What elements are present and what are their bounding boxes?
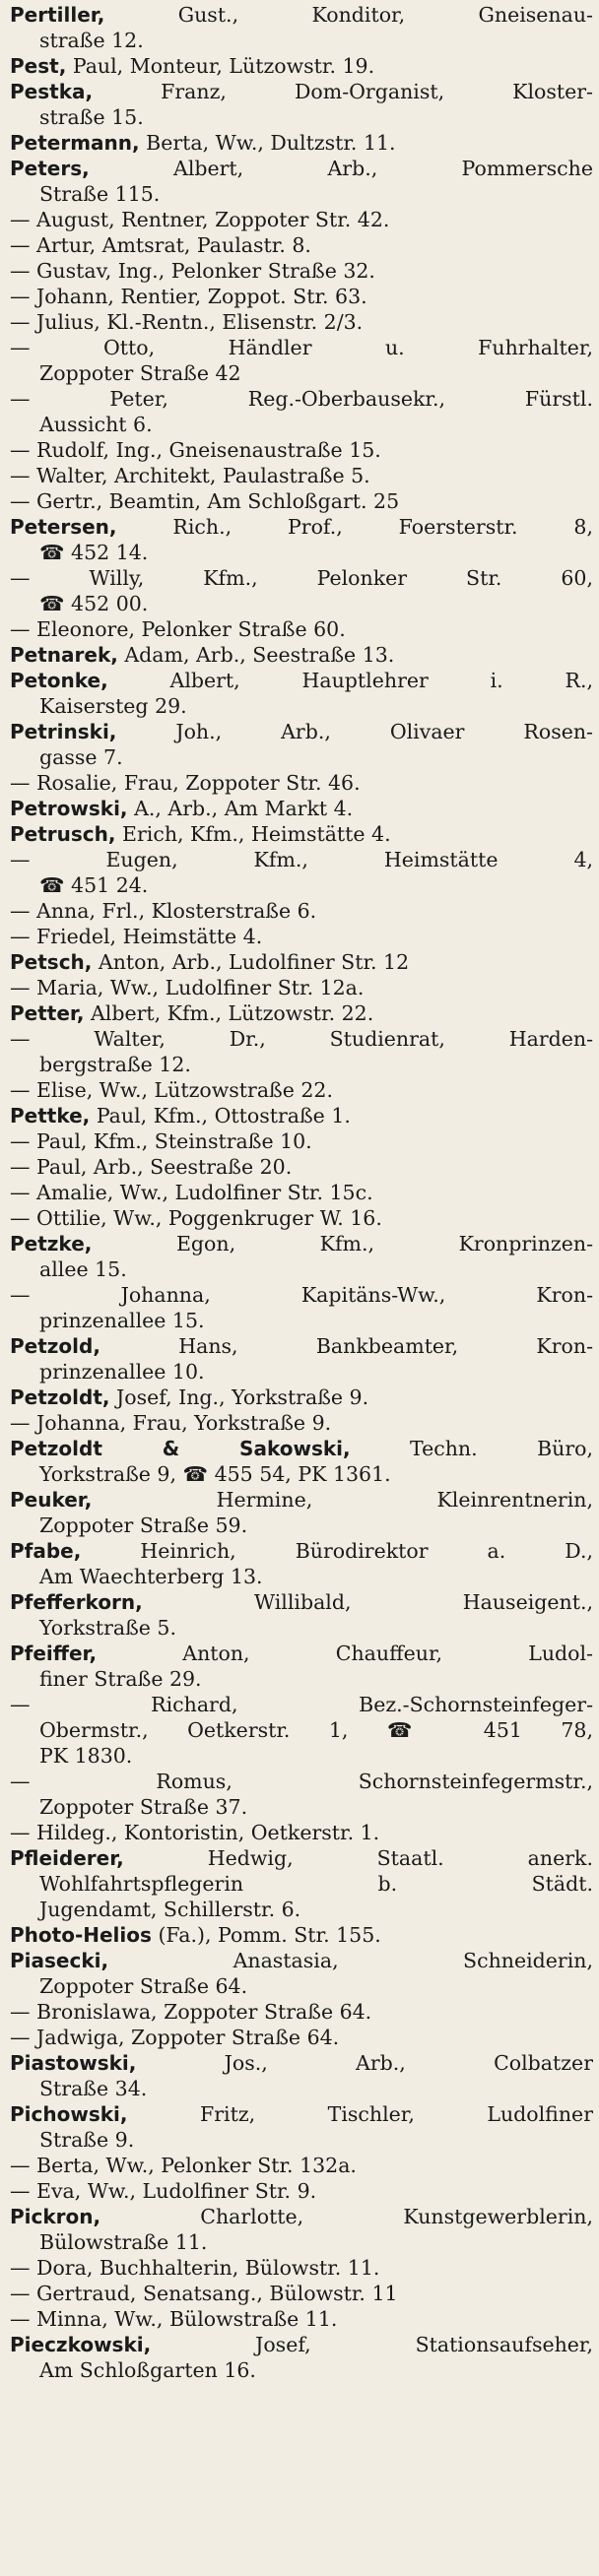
entry-first-line (10, 1231, 593, 1256)
directory-entry (10, 437, 593, 463)
entry-first-line (10, 1589, 593, 1615)
directory-entry (10, 207, 593, 232)
entry-text: ☎ 451 24. (39, 873, 149, 897)
entry-text: Fritz, Tischler, Ludolfiner (200, 2102, 593, 2126)
directory-entry (10, 2204, 593, 2255)
entry-text: A., Arb., Am Markt 4. (134, 797, 354, 820)
directory-entry (10, 1487, 593, 1538)
entry-text: ☎ 452 14. (39, 541, 149, 564)
entry-text: — Rudolf, Ing., Gneisenaustraße 15. (10, 438, 381, 462)
entry-text: Charlotte, Kunstgewerblerin, (200, 2205, 593, 2228)
entry-surname: Pestka, (10, 80, 94, 103)
directory-entry (10, 1692, 593, 1769)
entry-first-line (10, 1385, 593, 1410)
entry-first-line (10, 232, 593, 258)
entry-text: ☎ 452 00. (39, 592, 149, 615)
directory-entry (10, 258, 593, 284)
directory-entry (10, 2306, 593, 2332)
directory-entry (10, 1410, 593, 1436)
directory-entry (10, 719, 593, 770)
entry-text: Am Waechterberg 13. (39, 1565, 263, 1588)
entry-text: Berta, Ww., Dultzstr. 11. (146, 131, 396, 155)
entry-continuation-line (10, 1052, 593, 1077)
entry-text: — Gertraud, Senatsang., Bülowstr. 11 (10, 2282, 398, 2305)
entry-surname: Petzoldt, (10, 1385, 110, 1409)
entry-text: PK 1830. (39, 1744, 133, 1768)
entry-surname: Petsch, (10, 950, 93, 974)
directory-entry (10, 1922, 593, 1948)
entry-text: — Amalie, Ww., Ludolfiner Str. 15c. (10, 1181, 373, 1204)
entry-text: finer Straße 29. (39, 1667, 202, 1691)
entry-first-line (10, 1103, 593, 1128)
entry-text: Anton, Arb., Ludolfiner Str. 12 (98, 950, 410, 974)
entry-continuation-line (10, 181, 593, 207)
directory-entry (10, 309, 593, 335)
entry-surname: Pertiller, (10, 3, 105, 27)
entry-text: Jugendamt, Schillerstr. 6. (39, 1898, 301, 1921)
entry-surname: Petzold, (10, 1334, 100, 1358)
entry-text: Yorkstraße 9, ☎ 455 54, PK 1361. (39, 1462, 391, 1486)
entry-text: Hans, Bankbeamter, Kron- (178, 1334, 593, 1358)
entry-first-line (10, 437, 593, 463)
entry-first-line (10, 924, 593, 949)
entry-text: — Friedel, Heimstätte 4. (10, 925, 263, 948)
entry-first-line (10, 79, 593, 104)
entry-first-line (10, 1000, 593, 1026)
entry-text: — Gustav, Ing., Pelonker Straße 32. (10, 259, 375, 283)
entry-text: Zoppoter Straße 64. (39, 1974, 248, 1998)
entry-surname: Pfefferkorn, (10, 1590, 143, 1614)
entry-text: — Johanna, Frau, Yorkstraße 9. (10, 1411, 332, 1435)
directory-entry (10, 335, 593, 386)
entry-first-line (10, 719, 593, 744)
directory-entry (10, 284, 593, 309)
entry-continuation-line (10, 1717, 593, 1743)
entry-first-line (10, 1948, 593, 1973)
entry-continuation-line (10, 2127, 593, 2153)
directory-entry (10, 1282, 593, 1333)
directory-entry (10, 1948, 593, 1999)
entry-first-line (10, 2332, 593, 2357)
entry-surname: Petzke, (10, 1232, 93, 1256)
entry-surname: Piastowski, (10, 2051, 137, 2075)
entry-text: — Romus, Schornsteinfegermstr., (10, 1770, 593, 1793)
entry-text: Albert, Hauptlehrer i. R., (169, 669, 593, 692)
entry-text: — Walter, Dr., Studienrat, Harden- (10, 1027, 593, 1051)
entry-first-line (10, 2101, 593, 2127)
entry-surname: Petrinski, (10, 720, 117, 743)
entry-surname: Piasecki, (10, 1949, 109, 1972)
entry-first-line (10, 130, 593, 156)
entry-text: prinzenallee 10. (39, 1360, 205, 1384)
entry-continuation-line (10, 1359, 593, 1385)
directory-entry (10, 2025, 593, 2050)
entry-first-line (10, 975, 593, 1000)
entry-surname: Petzoldt & Sakowski, (10, 1437, 351, 1460)
directory-entry (10, 130, 593, 156)
entry-text: — Bronislawa, Zoppoter Straße 64. (10, 2000, 372, 2024)
entry-surname: Petrusch, (10, 822, 116, 846)
entry-text: (Fa.), Pomm. Str. 155. (158, 1923, 381, 1947)
directory-entry (10, 2101, 593, 2153)
entry-text: Heinrich, Bürodirektor a. D., (140, 1539, 593, 1563)
entry-first-line (10, 463, 593, 488)
entry-text: — Otto, Händler u. Fuhrhalter, (10, 336, 593, 359)
entry-first-line (10, 949, 593, 975)
entry-text: Zoppoter Straße 42 (39, 361, 241, 385)
entry-first-line (10, 1180, 593, 1205)
entry-continuation-line (10, 872, 593, 898)
entry-first-line (10, 1999, 593, 2025)
entry-text: — Artur, Amtsrat, Paulastr. 8. (10, 233, 311, 257)
directory-entry (10, 2, 593, 53)
entry-first-line (10, 898, 593, 924)
entry-text: Kaisersteg 29. (39, 694, 187, 718)
entry-text: Paul, Kfm., Ottostraße 1. (96, 1104, 351, 1127)
entry-continuation-line (10, 1743, 593, 1769)
entry-continuation-line (10, 1513, 593, 1538)
entry-first-line (10, 1641, 593, 1666)
entry-text: — Hildeg., Kontoristin, Oetkerstr. 1. (10, 1821, 380, 1844)
entry-text: — Maria, Ww., Ludolfiner Str. 12a. (10, 976, 365, 999)
entry-first-line (10, 1282, 593, 1308)
entry-first-line (10, 2, 593, 28)
directory-entry (10, 924, 593, 949)
entry-first-line (10, 156, 593, 181)
directory-entry (10, 616, 593, 642)
entry-first-line (10, 207, 593, 232)
entry-surname: Pfabe, (10, 1539, 82, 1563)
directory-entry (10, 565, 593, 616)
entry-first-line (10, 796, 593, 821)
directory-entry (10, 1103, 593, 1128)
directory-entry (10, 1128, 593, 1154)
entry-continuation-line (10, 104, 593, 130)
entry-text: gasse 7. (39, 745, 123, 769)
entry-first-line (10, 642, 593, 668)
entry-text: Techn. Büro, (410, 1437, 593, 1460)
entry-continuation-line (10, 1615, 593, 1641)
entry-text: — Julius, Kl.-Rentn., Elisenstr. 2/3. (10, 310, 364, 334)
directory-entry (10, 770, 593, 796)
entry-surname: Petersen, (10, 515, 117, 539)
entry-continuation-line (10, 360, 593, 386)
entry-first-line (10, 1410, 593, 1436)
entry-surname: Petter, (10, 1001, 85, 1025)
directory-entry (10, 1180, 593, 1205)
entry-text: — Peter, Reg.-Oberbausekr., Fürstl. (10, 387, 593, 411)
directory-entry (10, 949, 593, 975)
entry-continuation-line (10, 2357, 593, 2383)
entry-text: Yorkstraße 5. (39, 1616, 176, 1640)
entry-continuation-line (10, 591, 593, 616)
directory-entry (10, 1820, 593, 1845)
entry-text: — Eleonore, Pelonker Straße 60. (10, 617, 346, 641)
entry-continuation-line (10, 540, 593, 565)
entry-text: Hermine, Kleinrentnerin, (216, 1488, 593, 1512)
entry-surname: Pieczkowski, (10, 2333, 152, 2356)
entry-text: Joh., Arb., Olivaer Rosen- (175, 720, 593, 743)
entry-continuation-line (10, 1308, 593, 1333)
entry-text: Albert, Arb., Pommersche (173, 157, 593, 180)
entry-first-line (10, 1922, 593, 1948)
entry-surname: Petrowski, (10, 797, 128, 820)
entry-text: Egon, Kfm., Kronprinzen- (175, 1232, 593, 1256)
entry-text: straße 12. (39, 29, 144, 52)
entry-text: — Anna, Frl., Klosterstraße 6. (10, 899, 317, 923)
entry-first-line (10, 2204, 593, 2229)
entry-text: — Minna, Ww., Bülowstraße 11. (10, 2307, 338, 2331)
directory-entry (10, 898, 593, 924)
entry-text: — August, Rentner, Zoppoter Str. 42. (10, 208, 390, 231)
entry-first-line (10, 770, 593, 796)
entry-first-line (10, 2153, 593, 2178)
entry-text: — Jadwiga, Zoppoter Straße 64. (10, 2026, 340, 2049)
entry-first-line (10, 53, 593, 79)
directory-entry (10, 1231, 593, 1282)
entry-surname: Petermann, (10, 131, 140, 155)
entry-text: Straße 34. (39, 2077, 148, 2100)
entry-surname: Pichowski, (10, 2102, 128, 2126)
directory-entry (10, 386, 593, 437)
entry-first-line (10, 1128, 593, 1154)
entry-text: — Walter, Architekt, Paulastraße 5. (10, 464, 370, 487)
entry-first-line (10, 847, 593, 872)
entry-text: — Dora, Buchhalterin, Bülowstr. 11. (10, 2256, 380, 2280)
directory-entry (10, 79, 593, 130)
entry-first-line (10, 2025, 593, 2050)
entry-surname: Petnarek, (10, 643, 118, 667)
entry-first-line (10, 1333, 593, 1359)
directory-entry (10, 232, 593, 258)
entry-text: Anton, Chauffeur, Ludol- (182, 1642, 593, 1665)
directory-entry (10, 53, 593, 79)
entry-first-line (10, 1820, 593, 1845)
directory-entry (10, 1589, 593, 1641)
entry-continuation-line (10, 693, 593, 719)
entry-continuation-line (10, 1973, 593, 1999)
entry-text: Josef, Stationsaufseher, (255, 2333, 593, 2356)
entry-first-line (10, 2050, 593, 2076)
entry-text: Straße 115. (39, 182, 161, 206)
entry-first-line (10, 386, 593, 412)
directory-entry (10, 668, 593, 719)
directory-entry (10, 488, 593, 514)
entry-surname: Petonke, (10, 669, 108, 692)
directory-entry (10, 463, 593, 488)
entry-surname: Pest, (10, 54, 67, 78)
entry-continuation-line (10, 412, 593, 437)
entry-text: straße 15. (39, 105, 144, 129)
entry-text: Erich, Kfm., Heimstätte 4. (122, 822, 391, 846)
entry-first-line (10, 488, 593, 514)
directory-entry (10, 1077, 593, 1103)
entry-text: Aussicht 6. (39, 413, 153, 436)
entry-text: Jos., Arb., Colbatzer (224, 2051, 593, 2075)
entry-first-line (10, 1845, 593, 1871)
entry-first-line (10, 258, 593, 284)
entry-first-line (10, 1487, 593, 1513)
entry-text: — Paul, Arb., Seestraße 20. (10, 1155, 293, 1179)
entry-first-line (10, 2255, 593, 2281)
entry-text: — Rosalie, Frau, Zoppoter Str. 46. (10, 771, 361, 795)
directory-entry (10, 975, 593, 1000)
entry-text: prinzenallee 15. (39, 1309, 205, 1332)
entry-text: Zoppoter Straße 59. (39, 1513, 248, 1537)
entry-text: — Berta, Ww., Pelonker Str. 132a. (10, 2154, 357, 2177)
entry-first-line (10, 1205, 593, 1231)
entry-text: allee 15. (39, 1257, 127, 1281)
directory-entry (10, 1385, 593, 1410)
entry-text: Hedwig, Staatl. anerk. (207, 1846, 593, 1870)
entry-first-line (10, 1769, 593, 1794)
entry-continuation-line (10, 1666, 593, 1692)
entry-continuation-line (10, 2229, 593, 2255)
entry-surname: Peuker, (10, 1488, 93, 1512)
entry-surname: Pfeiffer, (10, 1642, 98, 1665)
directory-entry (10, 1026, 593, 1077)
entry-text: bergstraße 12. (39, 1053, 191, 1076)
directory-entry (10, 1000, 593, 1026)
directory-entry (10, 1205, 593, 1231)
entry-text: Am Schloßgarten 16. (39, 2358, 256, 2382)
entry-text: Obermstr., Oetkerstr. 1, ☎ 451 78, (39, 1718, 593, 1742)
directory-entry (10, 796, 593, 821)
entry-first-line (10, 514, 593, 540)
entry-text: Franz, Dom-Organist, Kloster- (161, 80, 593, 103)
entry-first-line (10, 1538, 593, 1564)
directory-entry (10, 847, 593, 898)
directory-entry (10, 514, 593, 565)
entry-surname: Pettke, (10, 1104, 91, 1127)
entry-text: Gust., Konditor, Gneisenau- (177, 3, 593, 27)
directory-entry (10, 1538, 593, 1589)
entry-text: Wohlfahrtspflegerin b. Städt. (39, 1872, 593, 1896)
entry-first-line (10, 668, 593, 693)
entry-text: Willibald, Hauseigent., (254, 1590, 593, 1614)
entry-first-line (10, 284, 593, 309)
directory-entry (10, 1154, 593, 1180)
directory-entry (10, 1436, 593, 1487)
directory-entry (10, 642, 593, 668)
entry-text: — Eva, Ww., Ludolfiner Str. 9. (10, 2179, 317, 2203)
entry-text: Rich., Prof., Foersterstr. 8, (172, 515, 593, 539)
entry-continuation-line (10, 1871, 593, 1897)
entry-continuation-line (10, 1461, 593, 1487)
entry-text: — Paul, Kfm., Steinstraße 10. (10, 1129, 312, 1153)
directory-entry (10, 2281, 593, 2306)
directory-entry (10, 2332, 593, 2383)
entry-text: Anastasia, Schneiderin, (233, 1949, 593, 1972)
directory-entry (10, 1999, 593, 2025)
directory-entry (10, 1769, 593, 1820)
entry-first-line (10, 2306, 593, 2332)
entry-continuation-line (10, 1897, 593, 1922)
entry-text: — Johann, Rentier, Zoppot. Str. 63. (10, 285, 367, 308)
entry-first-line (10, 565, 593, 591)
entry-continuation-line (10, 1256, 593, 1282)
entry-surname: Pfleiderer, (10, 1846, 124, 1870)
entry-text: Adam, Arb., Seestraße 13. (124, 643, 395, 667)
entry-text: — Ottilie, Ww., Poggenkruger W. 16. (10, 1206, 382, 1230)
entry-text: Bülowstraße 11. (39, 2230, 208, 2254)
entry-first-line (10, 1692, 593, 1717)
directory-entry (10, 2050, 593, 2101)
directory-entry (10, 2178, 593, 2204)
entry-first-line (10, 616, 593, 642)
entry-first-line (10, 1154, 593, 1180)
entry-continuation-line (10, 1564, 593, 1589)
directory-entry (10, 1845, 593, 1922)
entry-continuation-line (10, 1794, 593, 1820)
entry-continuation-line (10, 744, 593, 770)
entry-first-line (10, 2281, 593, 2306)
entry-text: — Willy, Kfm., Pelonker Str. 60, (10, 566, 593, 590)
entry-first-line (10, 821, 593, 847)
entry-first-line (10, 1436, 593, 1461)
entry-first-line (10, 2178, 593, 2204)
entry-text: — Richard, Bez.-Schornsteinfeger- (10, 1693, 593, 1716)
entry-text: Paul, Monteur, Lützowstr. 19. (72, 54, 375, 78)
directory-entry (10, 1641, 593, 1692)
entry-text: Zoppoter Straße 37. (39, 1795, 248, 1819)
directory-entry (10, 156, 593, 207)
directory-entry (10, 2153, 593, 2178)
entry-first-line (10, 1026, 593, 1052)
entry-first-line (10, 1077, 593, 1103)
entry-text: — Johanna, Kapitäns-Ww., Kron- (10, 1283, 593, 1307)
entry-text: — Eugen, Kfm., Heimstätte 4, (10, 848, 593, 871)
entry-first-line (10, 335, 593, 360)
entry-text: Straße 9. (39, 2128, 135, 2152)
entry-surname: Photo-Helios (10, 1923, 152, 1947)
entry-continuation-line (10, 28, 593, 53)
entry-surname: Pickron, (10, 2205, 101, 2228)
directory-entry (10, 2255, 593, 2281)
entry-text: Josef, Ing., Yorkstraße 9. (116, 1385, 369, 1409)
entry-surname: Peters, (10, 157, 90, 180)
entry-text: — Gertr., Beamtin, Am Schloßgart. 25 (10, 489, 400, 513)
directory-entry (10, 821, 593, 847)
entry-text: — Elise, Ww., Lützowstraße 22. (10, 1078, 333, 1102)
directory-entry (10, 1333, 593, 1385)
entry-text: Albert, Kfm., Lützowstr. 22. (90, 1001, 374, 1025)
entry-first-line (10, 309, 593, 335)
entry-continuation-line (10, 2076, 593, 2101)
